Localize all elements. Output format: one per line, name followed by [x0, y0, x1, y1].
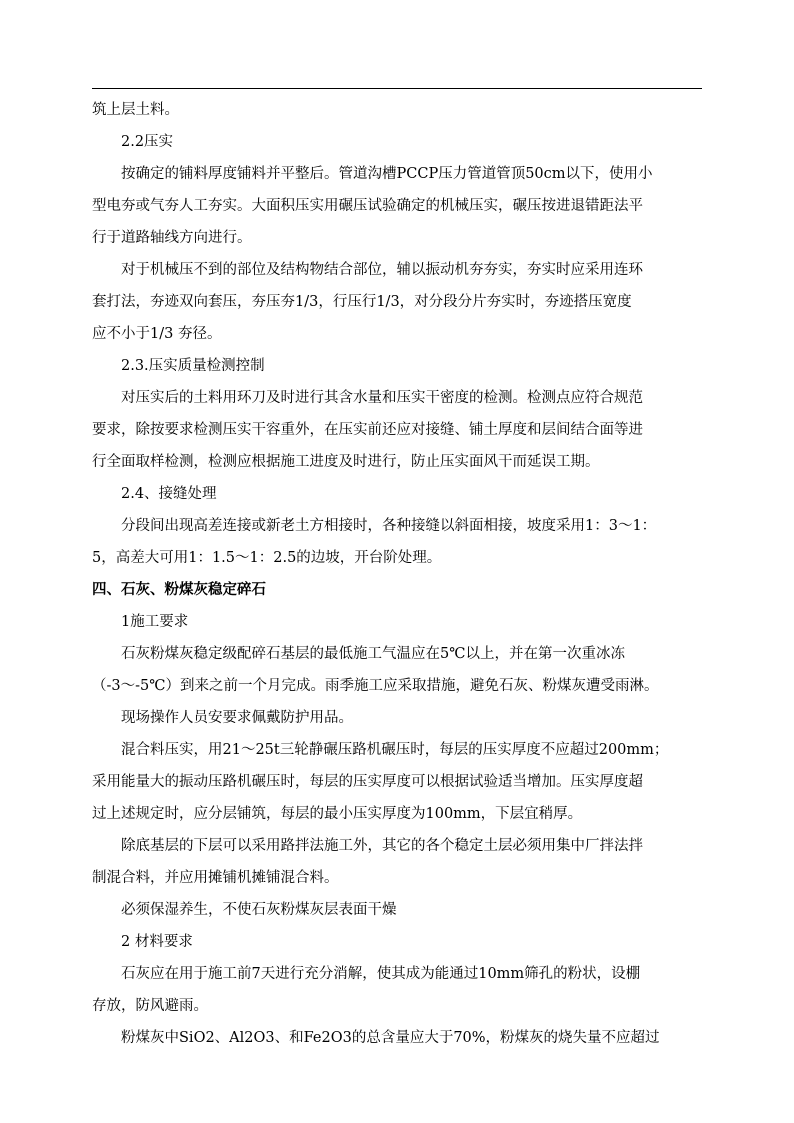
paragraph-line: 石灰应在用于施工前7天进行充分消解，使其成为能通过10mm筛孔的粉状，设棚 — [121, 966, 641, 982]
paragraph-line: 分段间出现高差连接或新老土方相接时，各种接缝以斜面相接，坡度采用1：3～1： — [121, 518, 657, 534]
paragraph-line: 除底基层的下层可以采用路拌法施工外，其它的各个稳定土层必须用集中厂拌法拌 — [121, 838, 643, 854]
section-heading: 1施工要求 — [121, 614, 189, 630]
paragraph-line: 对压实后的土料用环刀及时进行其含水量和压实干密度的检测。检测点应符合规范 — [121, 390, 643, 406]
paragraph-line: 行全面取样检测，检测应根据施工进度及时进行，防止压实面风干而延误工期。 — [92, 454, 600, 470]
paragraph-line: 要求，除按要求检测压实干容重外，在压实前还应对接缝、铺土厚度和层间结合面等进 — [92, 422, 643, 438]
header-rule — [92, 88, 702, 89]
paragraph-line: 采用能量大的振动压路机碾压时，每层的压实厚度可以根据试验适当增加。压实厚度超 — [92, 774, 643, 790]
paragraph-line: 必须保湿养生，不使石灰粉煤灰层表面干燥 — [121, 902, 397, 918]
paragraph-line: 应不小于1/3 夯径。 — [92, 326, 222, 342]
section-heading: 2 材料要求 — [121, 934, 193, 950]
paragraph-line: 按确定的铺料厚度铺料并平整后。管道沟槽PCCP压力管道管顶50cm以下，使用小 — [121, 166, 653, 182]
paragraph-line: 存放，防风避雨。 — [92, 998, 208, 1014]
section-heading: 2.4、接缝处理 — [121, 486, 217, 502]
paragraph-line: 行于道路轴线方向进行。 — [92, 230, 252, 246]
paragraph-line: 粉煤灰中SiO2、Al2O3、和Fe2O3的总含量应大于70%，粉煤灰的烧失量不应超过 — [121, 1030, 660, 1046]
section-heading: 2.3.压实质量检测控制 — [121, 358, 265, 374]
paragraph-line: 现场操作人员安要求佩戴防护用品。 — [121, 710, 353, 726]
paragraph-line: 过上述规定时，应分层铺筑，每层的最小压实厚度为100mm，下层宜稍厚。 — [92, 806, 583, 822]
paragraph-line: （-3～-5℃）到来之前一个月完成。雨季施工应采取措施，避免石灰、粉煤灰遭受雨淋。 — [92, 678, 659, 694]
chapter-heading: 四、石灰、粉煤灰稳定碎石 — [92, 582, 266, 598]
paragraph-line: 套打法，夯迹双向套压，夯压夯1/3，行压行1/3，对分段分片夯实时，夯迹搭压宽度 — [92, 294, 632, 310]
paragraph-line: 制混合料，并应用摊铺机摊铺混合料。 — [92, 870, 339, 886]
paragraph-line: 型电夯或气夯人工夯实。大面积压实用碾压试验确定的机械压实，碾压按进退错距法平 — [92, 198, 643, 214]
document-body — [92, 94, 702, 1054]
section-heading: 2.2压实 — [121, 134, 174, 150]
paragraph-line: 筑上层土料。 — [92, 102, 179, 118]
paragraph-line: 对于机械压不到的部位及结构物结合部位，辅以振动机夯夯实，夯实时应采用连环 — [121, 262, 643, 278]
paragraph-line: 石灰粉煤灰稳定级配碎石基层的最低施工气温应在5℃以上，并在第一次重冰冻 — [121, 646, 625, 662]
paragraph-line: 混合料压实，用21～25t三轮静碾压路机碾压时，每层的压实厚度不应超过200mm； — [121, 742, 669, 758]
paragraph-line: 5，高差大可用1：1.5～1：2.5的边坡，开台阶处理。 — [92, 550, 442, 566]
